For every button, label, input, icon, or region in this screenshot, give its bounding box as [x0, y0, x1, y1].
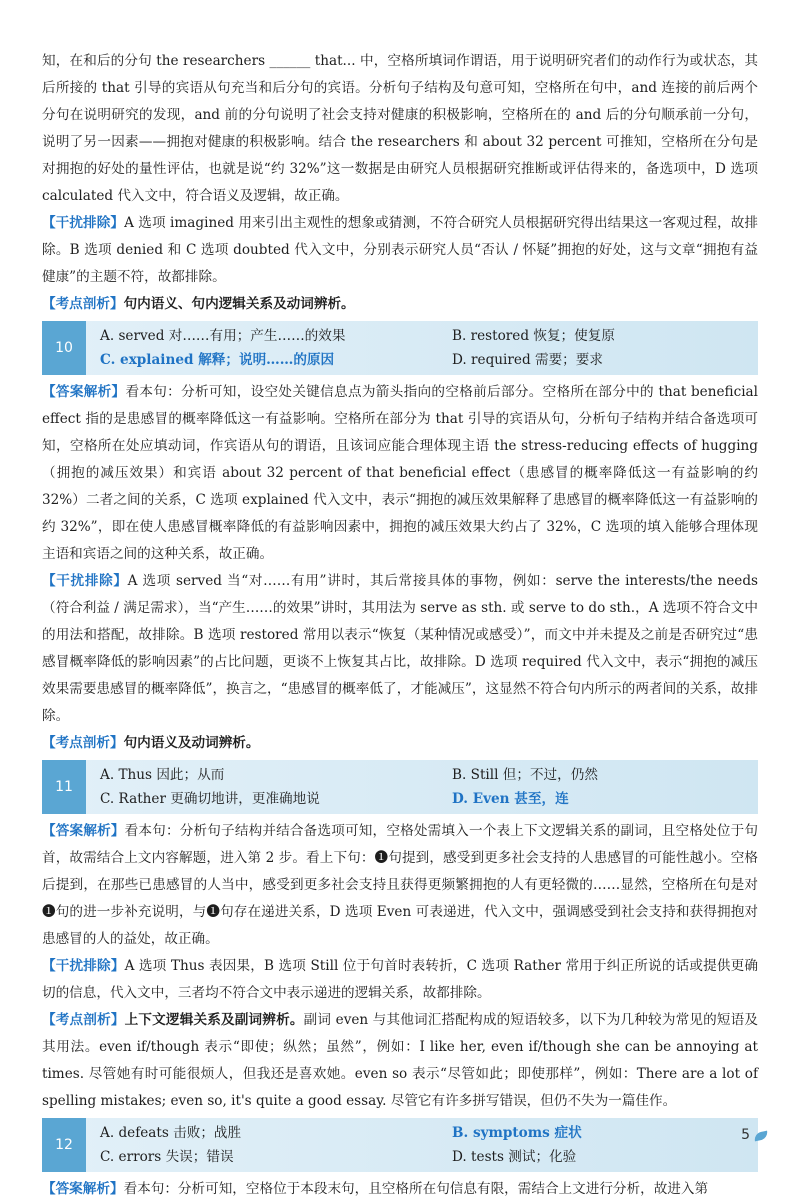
distractor-text: A 选项 imagined 用来引出主观性的想象或猜测，不符合研究人员根据研究得出结果这一客观过程，故排除。B 选项 denied 和 C 选项 doubted 代入文中，分别表示研究人员“否认 / 怀疑”拥抱的好处，这与文章“拥抱有益健康”的主题不符，故都排除。: [42, 215, 759, 285]
page-number: [741, 1122, 768, 1149]
leaf-icon: [753, 1130, 768, 1141]
distractor-tag: 【干扰排除】: [42, 958, 125, 974]
option-a: A. served 对……有用；产生……的效果: [100, 328, 346, 344]
option-a: A. defeats 击败；战胜: [100, 1125, 242, 1141]
option-c: C. Rather 更确切地讲，更准确地说: [100, 791, 320, 807]
option-a: A. Thus 因此；从而: [100, 767, 225, 783]
question-10-options: [42, 321, 758, 375]
analysis-paragraph: 知，在和后的分句 the researchers ______ that... 中，空格所填词作谓语，用于说明研究者们的动作行为或状态，其后所接的 that 引导的宾语从句充当和后分句的宾语。分析句子结构及句意可知，空格所在句中，and 连接的前后两个分句在说明研究的发现，and 前的分句说明了社会支持对健康的积极影响，空格所在的 and 后的分句顺承前一分句，说明了另一因素——拥抱对健康的积极影响。结合 the researchers 和 about 32 percent 可推知，空格所在分句是对拥抱的好处的量性评估，也就是说“约 32%”这一数据是由研究人员根据研究推断或评估得来的，备选项中，D 选项 calculated 代入文中，符合语义及逻辑，故正确。: [42, 53, 758, 204]
option-d: D. tests 测试；化验: [452, 1149, 577, 1165]
answer-tag: 【答案解析】: [42, 384, 126, 400]
question-12-options: [42, 1118, 758, 1172]
distractor-section: [42, 568, 758, 730]
key-point-section: [42, 1007, 758, 1115]
question-number: 10: [42, 321, 86, 375]
question-number: 11: [42, 760, 86, 814]
distractor-tag: 【干扰排除】: [42, 573, 128, 589]
option-b: B. Still 但；不过，仍然: [452, 767, 598, 783]
distractor-text: A 选项 Thus 表因果，B 选项 Still 位于句首时表转折，C 选项 Rather 常用于纠正所说的话或提供更确切的信息，代入文中，三者均不符合文中表示递进的逻辑关系，故都排除。: [42, 958, 758, 1001]
option-c: C. errors 失误；错误: [100, 1149, 234, 1165]
key-point-bold: 上下文逻辑关系及副词辨析。: [124, 1012, 304, 1028]
answer-tag: 【答案解析】: [42, 823, 125, 839]
option-b: B. restored 恢复；使复原: [452, 328, 615, 344]
key-point-text: 副词 even 与其他词汇搭配构成的短语较多，以下为几种较为常见的短语及其用法。even if/though 表示“即使；纵然；虽然”，例如：I like her, even if/though she can be annoying at times. 尽管她有时可能很烦人，但我还是喜欢她。even so 表示“尽管如此；即使那样”，例如：There are a lot of spelling mistakes; even so, it's quite a good essay. 尽管它有许多拼写错误，但仍不失为一篇佳作。: [42, 1012, 759, 1109]
key-point-section: [42, 291, 758, 318]
key-point-tag: 【考点剖析】: [42, 296, 124, 312]
key-point-section: [42, 730, 758, 757]
answer-section: [42, 1176, 758, 1203]
distractor-tag: 【干扰排除】: [42, 215, 125, 231]
question-number: 12: [42, 1118, 86, 1172]
option-d: D. required 需要；要求: [452, 352, 603, 368]
option-b-correct: B. symptoms 症状: [452, 1125, 582, 1141]
question-11-options: [42, 760, 758, 814]
answer-section: [42, 379, 758, 568]
key-point-text: 句内语义及动词辨析。: [123, 735, 260, 751]
page-content: [42, 48, 758, 1203]
distractor-section: [42, 953, 758, 1007]
option-d-correct: D. Even 甚至，连: [452, 791, 569, 807]
answer-text: 看本句：分析可知，空格位于本段末句，且空格所在句信息有限，需结合上文进行分析，故进入第: [123, 1181, 709, 1197]
key-point-tag: 【考点剖析】: [42, 735, 124, 751]
key-point-text: 句内语义、句内逻辑关系及动词辨析。: [123, 296, 355, 312]
answer-text: 看本句：分析句子结构并结合备选项可知，空格处需填入一个表上下文逻辑关系的副词，且空格处位于句首，故需结合上文内容解题，进入第 2 步。看上下句：❶句提到，感受到更多社会支持的人患感冒的可能性越小。空格后提到，在那些已患感冒的人当中，感受到更多社会支持且获得更频繁拥抱的人有更轻微的……显然，空格所在句是对❶句的进一步补充说明，与❶句存在递进关系，D 选项 Even 可表递进，代入文中，强调感受到社会支持和获得拥抱对患感冒的人的益处，故正确。: [42, 823, 759, 947]
distractor-section: [42, 210, 758, 291]
answer-tag: 【答案解析】: [42, 1181, 124, 1197]
distractor-text: A 选项 served 当“对……有用”讲时，其后常接具体的事物，例如：serve the interests/the needs（符合利益 / 满足需求），当“产生……的效果”讲时，其用法为 serve as sth. 或 serve to do sth.，A 选项不符合文中的用法和搭配，故排除。B 选项 restored 常用以表示“恢复（某种情况或感受）”，而文中并未提及之前是否研究过“患感冒概率降低的影响因素”的占比问题，更谈不上恢复其占比，故排除。D 选项 required 代入文中，表示“拥抱的减压效果需要患感冒的概率降低”，换言之，“患感冒的概率低了，才能减压”，这显然不符合句内所示的两者间的关系，故排除。: [42, 573, 759, 724]
answer-section: [42, 818, 758, 953]
option-c-correct: C. explained 解释；说明……的原因: [100, 352, 335, 368]
key-point-tag: 【考点剖析】: [42, 1012, 125, 1028]
answer-text: 看本句：分析可知，设空处关键信息点为箭头指向的空格前后部分。空格所在部分中的 that beneficial effect 指的是患感冒的概率降低这一有益影响。空格所在部分为 that 引导的宾语从句，分析句子结构并结合备选项可知，空格所在处应填动词，作宾语从句的谓语，且该词应能合理体现主语 the stress-reducing effects of hugging（拥抱的减压效果）和宾语 about 32 percent of that beneficial effect（患感冒的概率降低这一有益影响的约 32%）二者之间的关系，C 选项 explained 代入文中，表示“拥抱的减压效果解释了患感冒的概率降低这一有益影响的约 32%”，即在使人患感冒概率降低的有益影响因素中，拥抱的减压效果大约占了 32%，C 选项的填入能够合理体现主语和宾语之间的这种关系，故正确。: [42, 384, 759, 562]
page-number-text: 5: [741, 1127, 750, 1143]
